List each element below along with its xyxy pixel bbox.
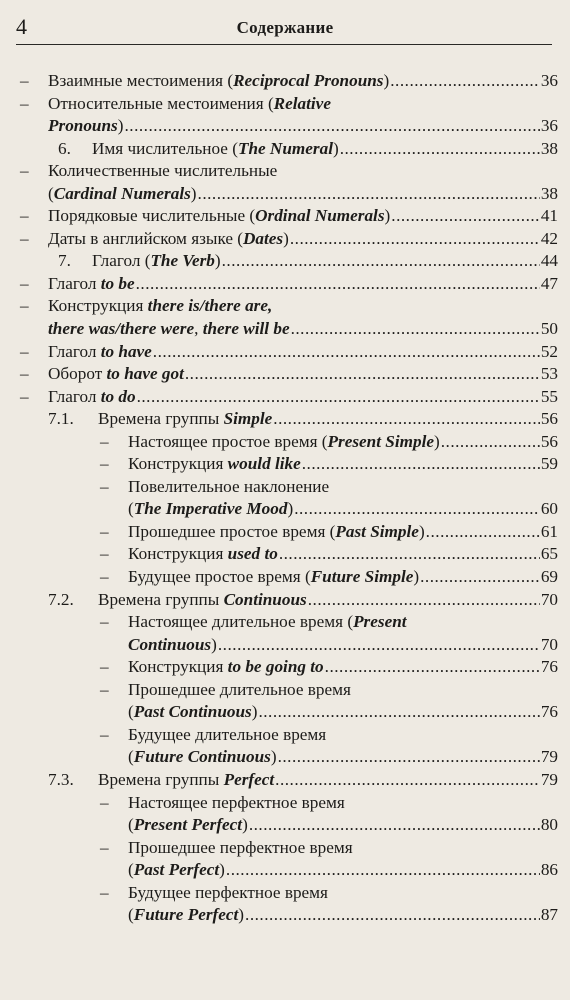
toc-dash-marker: – xyxy=(100,567,109,587)
toc-entry-title xyxy=(48,318,290,341)
toc-term-english: Future Perfect xyxy=(133,905,239,925)
running-title: Содержание xyxy=(236,18,334,37)
toc-text: ) xyxy=(332,138,339,158)
toc-dash-marker: – xyxy=(20,71,29,90)
toc-term-english: Past Perfect xyxy=(133,860,220,880)
toc-text: ( xyxy=(128,860,134,880)
toc-text: ) xyxy=(219,860,225,880)
toc-dash-marker: – xyxy=(100,657,109,677)
toc-text: ( xyxy=(128,702,134,722)
toc-entry-line xyxy=(0,792,570,815)
toc-text: ) xyxy=(283,228,289,248)
toc-text: ) xyxy=(384,206,391,226)
toc-entry-line xyxy=(0,183,570,206)
toc-entry-title xyxy=(48,341,152,364)
toc-entry-line xyxy=(0,746,570,769)
toc-term-english: to have xyxy=(100,341,152,361)
toc-term-english: there is/there are, xyxy=(147,296,273,316)
toc-leader-dots xyxy=(302,453,540,476)
toc-entry-title xyxy=(128,477,329,496)
toc-page-number: 69 xyxy=(540,567,558,587)
toc-entry-title xyxy=(128,859,225,882)
toc-leader-dots xyxy=(308,589,540,612)
toc-leader-dots xyxy=(278,746,540,769)
toc-page-number: 76 xyxy=(540,702,558,722)
toc-term-english: there will be xyxy=(202,319,290,339)
toc-entry-title xyxy=(128,453,301,476)
toc-entry-line xyxy=(0,543,570,566)
toc-leader-dots xyxy=(222,250,540,273)
toc-entry-line xyxy=(0,498,570,521)
toc-text: Конструкция xyxy=(48,296,148,316)
toc-section-number: 7.1. xyxy=(48,409,74,429)
toc-page-number: 41 xyxy=(540,206,558,226)
toc-text: ) xyxy=(242,815,248,835)
toc-text: Глагол xyxy=(48,273,101,293)
toc-entry-line xyxy=(0,115,570,138)
toc-entry-title xyxy=(128,634,217,657)
toc-entry-line xyxy=(0,882,570,905)
toc-entry-line xyxy=(0,679,570,702)
toc-section-number: 7.2. xyxy=(48,589,74,609)
toc-term-english: Pronouns xyxy=(48,116,118,136)
toc-text: Будущее простое время ( xyxy=(128,567,311,587)
toc-page-number: 56 xyxy=(540,431,558,451)
toc-term-english: Ordinal Numerals xyxy=(255,206,385,226)
toc-entry-line xyxy=(0,408,570,431)
toc-term-english: The Imperative Mood xyxy=(133,499,288,519)
toc-leader-dots xyxy=(226,859,540,882)
toc-text: Прошедшее перфектное время xyxy=(128,837,353,857)
toc-term-english: Past Simple xyxy=(335,521,419,541)
toc-entry-title xyxy=(128,838,353,857)
toc-dash-marker: – xyxy=(100,612,109,632)
toc-page-number: 55 xyxy=(540,386,558,406)
toc-text: Времена группы xyxy=(98,769,224,789)
toc-entry-line xyxy=(0,318,570,341)
toc-page-number: 59 xyxy=(540,454,558,474)
toc-entry-title xyxy=(128,612,407,631)
toc-text: ) xyxy=(117,116,124,136)
toc-leader-dots xyxy=(294,498,540,521)
toc-term-english: to be going to xyxy=(227,657,324,677)
toc-entry-line xyxy=(0,724,570,747)
toc-entry-title xyxy=(98,408,272,431)
toc-leader-dots xyxy=(275,769,540,792)
toc-entry-title xyxy=(128,521,425,544)
toc-entry-line xyxy=(0,250,570,273)
toc-page-number: 44 xyxy=(540,251,558,271)
toc-text: ) xyxy=(383,71,390,90)
toc-text: Прошедшее простое время ( xyxy=(128,521,336,541)
toc-term-english: Relative xyxy=(273,93,331,113)
toc-leader-dots xyxy=(136,273,540,296)
toc-entry-title xyxy=(128,498,293,521)
toc-term-english: Cardinal Numerals xyxy=(53,183,191,203)
toc-page-number: 42 xyxy=(540,228,558,248)
toc-text: Конструкция xyxy=(128,454,228,474)
toc-entry-title xyxy=(128,543,278,566)
toc-entry-title xyxy=(48,115,123,138)
toc-entry-line xyxy=(0,273,570,296)
page-header xyxy=(0,0,570,50)
toc-dash-marker: – xyxy=(100,837,109,857)
toc-entry-title xyxy=(48,228,289,251)
toc-text: Взаимные местоимения ( xyxy=(48,71,234,90)
toc-entry-title xyxy=(128,793,345,812)
toc-entry-title xyxy=(98,589,307,612)
toc-page-number: 36 xyxy=(540,116,558,136)
toc-leader-dots xyxy=(258,701,539,724)
toc-text: ) xyxy=(270,747,277,767)
toc-text: Прошедшее длительное время xyxy=(128,679,351,699)
toc-text: Настоящее перфектное время xyxy=(128,792,345,812)
toc-entry-title xyxy=(92,250,221,273)
toc-entry-line xyxy=(0,769,570,792)
toc-entry-line xyxy=(0,701,570,724)
toc-dash-marker: – xyxy=(100,544,109,564)
toc-dash-marker: – xyxy=(20,341,29,361)
toc-entry-line xyxy=(0,93,570,116)
toc-dash-marker: – xyxy=(100,454,109,474)
toc-term-english: Present xyxy=(353,612,407,632)
toc-text: ) xyxy=(433,431,440,451)
toc-entry-line xyxy=(0,341,570,364)
toc-section-number: 6. xyxy=(58,138,71,158)
page-number: 4 xyxy=(16,14,27,39)
toc-text: ( xyxy=(128,747,134,767)
toc-page-number: 79 xyxy=(540,747,558,767)
toc-entry-line xyxy=(0,205,570,228)
toc-text: ) xyxy=(413,567,420,587)
toc-dash-marker: – xyxy=(20,386,29,406)
toc-entry-line xyxy=(0,138,570,161)
toc-entry-line xyxy=(0,521,570,544)
toc-leader-dots xyxy=(124,115,539,138)
toc-dash-marker: – xyxy=(100,792,109,812)
toc-term-english: The Verb xyxy=(150,251,215,271)
toc-dash-marker: – xyxy=(20,228,29,248)
toc-leader-dots xyxy=(185,363,540,386)
toc-text: Конструкция xyxy=(128,544,228,564)
toc-text: Времена группы xyxy=(98,589,224,609)
toc-term-english: Reciprocal Pronouns xyxy=(233,71,384,90)
toc-page-number: 70 xyxy=(540,634,558,654)
toc-leader-dots xyxy=(198,183,540,206)
toc-entry-title xyxy=(128,701,257,724)
toc-dash-marker: – xyxy=(20,296,29,316)
toc-page-number: 70 xyxy=(540,589,558,609)
toc-leader-dots xyxy=(426,521,540,544)
toc-dash-marker: – xyxy=(100,679,109,699)
toc-entry-line xyxy=(0,160,570,183)
toc-dash-marker: – xyxy=(100,521,109,541)
toc-text: ( xyxy=(128,815,134,835)
toc-leader-dots xyxy=(391,205,540,228)
toc-page-number: 87 xyxy=(540,905,558,925)
toc-page-number: 61 xyxy=(540,521,558,541)
toc-entry-line xyxy=(0,386,570,409)
toc-page-number: 86 xyxy=(540,860,558,880)
toc-leader-dots xyxy=(279,543,540,566)
toc-entry-title xyxy=(48,183,197,206)
toc-entry-title xyxy=(128,814,248,837)
toc-page-number: 47 xyxy=(540,273,558,293)
toc-term-english: to be xyxy=(100,273,135,293)
toc-text: ) xyxy=(214,251,221,271)
toc-page-number: 80 xyxy=(540,815,558,835)
toc-page-number: 53 xyxy=(540,364,558,384)
toc-dash-marker: – xyxy=(20,93,29,113)
toc-text: Оборот xyxy=(48,364,107,384)
toc-text: Даты в английском языке ( xyxy=(48,228,244,248)
toc-entry-line xyxy=(0,228,570,251)
toc-text: Глагол xyxy=(48,386,101,406)
toc-section-number: 7. xyxy=(58,251,71,271)
toc-leader-dots xyxy=(249,814,540,837)
toc-term-english: to do xyxy=(100,386,136,406)
toc-entry-line xyxy=(0,634,570,657)
toc-entry-title xyxy=(48,94,331,113)
toc-text: Повелительное наклонение xyxy=(128,476,330,496)
toc-term-english: Present Simple xyxy=(327,431,434,451)
toc-entry-title xyxy=(128,431,440,454)
toc-dash-marker: – xyxy=(100,882,109,902)
toc-entry-line xyxy=(0,566,570,589)
toc-dash-marker: – xyxy=(20,206,29,226)
toc-leader-dots xyxy=(273,408,540,431)
toc-leader-dots xyxy=(420,566,540,589)
toc-entry-line xyxy=(0,904,570,927)
toc-term-english: Present Perfect xyxy=(133,815,243,835)
toc-term-english: Past Continuous xyxy=(133,702,252,722)
toc-page-number: 50 xyxy=(540,319,558,339)
toc-leader-dots xyxy=(137,386,540,409)
toc-leader-dots xyxy=(325,656,540,679)
toc-entry-title xyxy=(92,138,339,161)
toc-entry-line xyxy=(0,859,570,882)
toc-entry-title xyxy=(98,769,274,792)
toc-text: Будущее перфектное время xyxy=(128,882,328,902)
toc-section-number: 7.3. xyxy=(48,769,74,789)
toc-entry-line xyxy=(0,814,570,837)
toc-leader-dots xyxy=(290,228,540,251)
toc-text: Порядковые числительные ( xyxy=(48,206,256,226)
toc-term-english: Continuous xyxy=(128,634,212,654)
toc-entry-title xyxy=(48,296,272,315)
toc-text: ) xyxy=(238,905,245,925)
toc-term-english: The Numeral xyxy=(237,138,333,158)
toc-text: ( xyxy=(128,905,134,925)
toc-page-number: 76 xyxy=(540,657,558,677)
toc-entry-line xyxy=(0,431,570,454)
toc-entry-line xyxy=(0,589,570,612)
toc-page-number: 79 xyxy=(540,769,558,789)
toc-term-english: Dates xyxy=(243,228,284,248)
toc-leader-dots xyxy=(390,70,540,93)
toc-entry-line xyxy=(0,656,570,679)
toc-entry-title xyxy=(48,386,136,409)
toc-term-english: used to xyxy=(227,544,278,564)
toc-term-english: Future Simple xyxy=(310,567,414,587)
toc-dash-marker: – xyxy=(100,476,109,496)
toc-entry-title xyxy=(48,70,389,93)
toc-text: , xyxy=(194,319,203,339)
toc-text: Конструкция xyxy=(128,657,228,677)
toc-term-english: would like xyxy=(227,454,301,474)
toc-entry-title xyxy=(128,883,328,902)
toc-page-number: 60 xyxy=(540,499,558,519)
toc-entry-title xyxy=(48,161,277,180)
toc-term-english: Continuous xyxy=(223,589,307,609)
toc-text: ) xyxy=(211,634,217,654)
toc-entry-line xyxy=(0,476,570,499)
toc-page-number: 52 xyxy=(540,341,558,361)
toc-page-number: 38 xyxy=(540,183,558,203)
toc-text: ) xyxy=(190,183,197,203)
toc-text: ) xyxy=(251,702,258,722)
toc-page-number: 38 xyxy=(540,138,558,158)
toc-dash-marker: – xyxy=(100,431,109,451)
toc-text: ( xyxy=(128,499,134,519)
toc-text: Имя числительное ( xyxy=(92,138,238,158)
toc-entry-line xyxy=(0,837,570,860)
toc-entry-line xyxy=(0,611,570,634)
toc-page-number: 56 xyxy=(540,409,558,429)
toc-leader-dots xyxy=(441,431,540,454)
header-rule xyxy=(16,44,552,45)
toc-text: ( xyxy=(48,183,54,203)
toc-dash-marker: – xyxy=(20,161,29,181)
toc-dash-marker: – xyxy=(20,273,29,293)
toc-entry-title xyxy=(128,566,419,589)
toc-leader-dots xyxy=(153,341,540,364)
toc-entry-title xyxy=(128,680,351,699)
toc-text: Относительные местоимения ( xyxy=(48,93,274,113)
toc-entry-title xyxy=(128,725,326,744)
toc-term-english: Perfect xyxy=(223,769,275,789)
toc-text: Глагол xyxy=(48,341,101,361)
toc-page-number: 65 xyxy=(540,544,558,564)
toc-dash-marker: – xyxy=(100,724,109,744)
toc-entry-line xyxy=(0,295,570,318)
toc-text: Будущее длительное время xyxy=(128,724,327,744)
toc-entry-title xyxy=(128,746,277,769)
toc-entry-line xyxy=(0,70,570,93)
toc-entry-title xyxy=(48,363,184,386)
toc-entry-line xyxy=(0,363,570,386)
toc-text: Количественные числительные xyxy=(48,161,278,181)
toc-term-english: to have got xyxy=(106,364,184,384)
toc-term-english: there was/there were xyxy=(48,319,195,339)
toc-entry-title xyxy=(48,205,390,228)
toc-entry-title xyxy=(48,273,135,296)
toc-text: ) xyxy=(418,521,425,541)
toc-text: ) xyxy=(287,499,294,519)
toc-entry-line xyxy=(0,453,570,476)
toc-leader-dots xyxy=(245,904,540,927)
toc-leader-dots xyxy=(291,318,540,341)
toc-page-number: 36 xyxy=(540,71,558,90)
toc-text: Глагол ( xyxy=(92,251,151,271)
toc-term-english: Simple xyxy=(223,409,273,429)
toc-dash-marker: – xyxy=(20,364,29,384)
toc-text: Настоящее простое время ( xyxy=(128,431,328,451)
toc-leader-dots xyxy=(340,138,540,161)
toc-term-english: Future Continuous xyxy=(133,747,271,767)
toc-entry-title xyxy=(128,656,324,679)
toc-entry-title xyxy=(128,904,244,927)
table-of-contents xyxy=(0,70,570,927)
toc-text: Времена группы xyxy=(98,409,224,429)
toc-text: Настоящее длительное время ( xyxy=(128,612,354,632)
toc-leader-dots xyxy=(218,634,540,657)
